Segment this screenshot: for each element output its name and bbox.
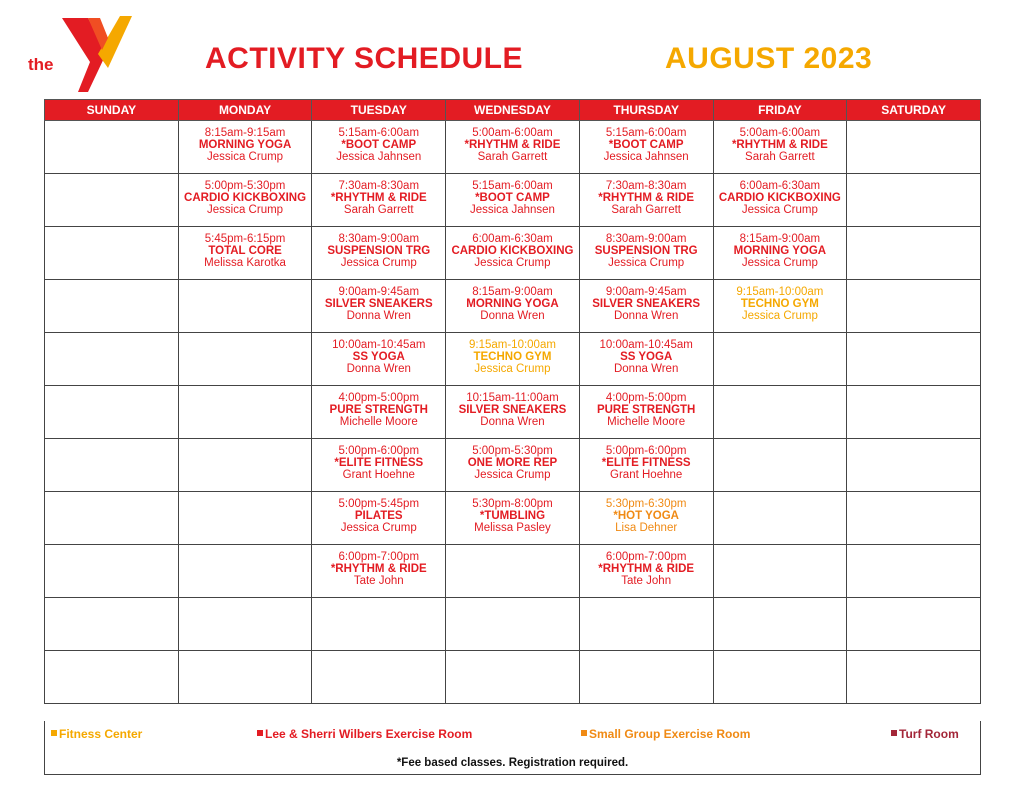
class-name: CARDIO KICKBOXING bbox=[184, 192, 307, 204]
schedule-cell-wednesday bbox=[446, 598, 580, 651]
schedule-cell-thursday bbox=[579, 121, 713, 174]
class-entry bbox=[446, 439, 579, 481]
class-instructor: Grant Hoehne bbox=[610, 469, 683, 481]
schedule-cell-monday bbox=[178, 227, 312, 280]
class-entry bbox=[580, 174, 713, 216]
class-name: SUSPENSION TRG bbox=[594, 245, 698, 257]
schedule-cell-monday bbox=[178, 492, 312, 545]
schedule-cell-friday bbox=[713, 333, 847, 386]
schedule-cell-tuesday bbox=[312, 121, 446, 174]
schedule-cell-monday bbox=[178, 439, 312, 492]
class-instructor: Melissa Pasley bbox=[474, 522, 551, 534]
class-time: 5:15am-6:00am bbox=[472, 180, 553, 192]
class-instructor: Jessica Crump bbox=[741, 310, 818, 322]
schedule-cell-monday bbox=[178, 598, 312, 651]
class-time: 8:30am-9:00am bbox=[338, 233, 420, 245]
class-name: *HOT YOGA bbox=[613, 510, 679, 522]
schedule-cell-sunday bbox=[45, 333, 179, 386]
class-time: 5:00pm-5:30pm bbox=[204, 180, 286, 192]
class-entry bbox=[312, 386, 445, 428]
class-name: PURE STRENGTH bbox=[596, 404, 696, 416]
schedule-cell-sunday bbox=[45, 386, 179, 439]
class-entry bbox=[179, 174, 312, 216]
schedule-cell-thursday bbox=[579, 598, 713, 651]
class-entry bbox=[714, 121, 847, 163]
schedule-cell-monday bbox=[178, 174, 312, 227]
class-instructor: Sarah Garrett bbox=[477, 151, 548, 163]
class-instructor: Melissa Karotka bbox=[204, 257, 286, 269]
schedule-cell-friday bbox=[713, 227, 847, 280]
class-instructor: Donna Wren bbox=[613, 310, 679, 322]
logo-the-text: the bbox=[28, 55, 54, 74]
schedule-cell-thursday bbox=[579, 386, 713, 439]
day-header-wednesday: WEDNESDAY bbox=[446, 100, 580, 121]
class-name: CARDIO KICKBOXING bbox=[718, 192, 841, 204]
schedule-cell-friday bbox=[713, 174, 847, 227]
class-instructor: Sarah Garrett bbox=[611, 204, 681, 216]
legend-swatch bbox=[891, 730, 897, 736]
class-name: *RHYTHM & RIDE bbox=[330, 192, 427, 204]
class-entry bbox=[312, 121, 445, 163]
class-entry bbox=[179, 121, 312, 163]
schedule-cell-friday bbox=[713, 492, 847, 545]
class-entry bbox=[446, 280, 579, 322]
schedule-cell-sunday bbox=[45, 598, 179, 651]
schedule-cell-wednesday bbox=[446, 439, 580, 492]
class-time: 5:30pm-8:00pm bbox=[472, 498, 553, 510]
schedule-cell-wednesday bbox=[446, 121, 580, 174]
class-time: 6:00pm-7:00pm bbox=[605, 551, 687, 563]
class-name: *RHYTHM & RIDE bbox=[598, 563, 695, 575]
class-instructor: Michelle Moore bbox=[607, 416, 686, 428]
class-name: MORNING YOGA bbox=[198, 139, 292, 151]
schedule-cell-saturday bbox=[847, 492, 981, 545]
schedule-cell-sunday bbox=[45, 280, 179, 333]
schedule-row bbox=[45, 227, 981, 280]
class-entry bbox=[446, 333, 579, 375]
schedule-cell-sunday bbox=[45, 227, 179, 280]
class-instructor: Jessica Crump bbox=[741, 204, 818, 216]
class-instructor: Donna Wren bbox=[346, 310, 411, 322]
class-entry bbox=[446, 121, 579, 163]
class-instructor: Jessica Crump bbox=[474, 257, 551, 269]
class-instructor: Jessica Crump bbox=[474, 363, 551, 375]
class-entry bbox=[580, 227, 713, 269]
class-time: 8:15am-9:00am bbox=[739, 233, 821, 245]
schedule-cell-wednesday bbox=[446, 545, 580, 598]
schedule-footer bbox=[44, 721, 981, 775]
class-name: *BOOT CAMP bbox=[475, 192, 550, 204]
schedule-cell-tuesday bbox=[312, 174, 446, 227]
class-time: 6:00pm-7:00pm bbox=[338, 551, 420, 563]
schedule-cell-wednesday bbox=[446, 280, 580, 333]
schedule-cell-monday bbox=[178, 121, 312, 174]
day-header-friday: FRIDAY bbox=[713, 100, 847, 121]
legend-label: Fitness Center bbox=[59, 727, 143, 741]
class-instructor: Donna Wren bbox=[346, 363, 411, 375]
class-name: SILVER SNEAKERS bbox=[458, 404, 567, 416]
legend-label: Lee & Sherri Wilbers Exercise Room bbox=[265, 727, 473, 741]
class-time: 9:15am-10:00am bbox=[736, 286, 824, 298]
class-entry bbox=[312, 439, 445, 481]
class-time: 6:00am-6:30am bbox=[472, 233, 553, 245]
day-header-saturday: SATURDAY bbox=[847, 100, 981, 121]
schedule-cell-tuesday bbox=[312, 227, 446, 280]
day-header-row bbox=[45, 100, 981, 121]
schedule-cell-thursday bbox=[579, 280, 713, 333]
schedule-cell-saturday bbox=[847, 174, 981, 227]
class-name: TECHNO GYM bbox=[740, 298, 819, 310]
class-time: 5:00pm-6:00pm bbox=[605, 445, 687, 457]
schedule-cell-tuesday bbox=[312, 439, 446, 492]
schedule-cell-tuesday bbox=[312, 598, 446, 651]
schedule-cell-thursday bbox=[579, 651, 713, 704]
class-time: 5:00pm-5:30pm bbox=[472, 445, 553, 457]
class-entry bbox=[312, 545, 445, 587]
legend-fitness-center bbox=[51, 727, 142, 741]
schedule-cell-saturday bbox=[847, 227, 981, 280]
schedule-cell-saturday bbox=[847, 333, 981, 386]
class-name: *BOOT CAMP bbox=[608, 139, 684, 151]
fee-footnote: *Fee based classes. Registration required. bbox=[396, 757, 629, 769]
schedule-cell-wednesday bbox=[446, 174, 580, 227]
schedule-cell-tuesday bbox=[312, 545, 446, 598]
schedule-cell-saturday bbox=[847, 545, 981, 598]
class-time: 5:00am-6:00am bbox=[739, 127, 821, 139]
class-name: MORNING YOGA bbox=[466, 298, 559, 310]
legend-small-group-room bbox=[581, 727, 750, 741]
class-name: SS YOGA bbox=[352, 351, 405, 363]
schedule-cell-saturday bbox=[847, 651, 981, 704]
logo-ymca-text: YMCA bbox=[96, 69, 109, 85]
schedule-cell-thursday bbox=[579, 227, 713, 280]
schedule-cell-saturday bbox=[847, 121, 981, 174]
class-entry bbox=[714, 227, 847, 269]
schedule-cell-tuesday bbox=[312, 333, 446, 386]
legend-exercise-room bbox=[257, 727, 472, 741]
class-name: SILVER SNEAKERS bbox=[592, 298, 701, 310]
schedule-cell-saturday bbox=[847, 386, 981, 439]
schedule-cell-thursday bbox=[579, 492, 713, 545]
class-time: 7:30am-8:30am bbox=[605, 180, 687, 192]
schedule-cell-friday bbox=[713, 280, 847, 333]
class-time: 5:15am-6:00am bbox=[338, 127, 420, 139]
class-time: 9:15am-10:00am bbox=[468, 339, 556, 351]
schedule-cell-sunday bbox=[45, 439, 179, 492]
schedule-cell-wednesday bbox=[446, 492, 580, 545]
schedule-row bbox=[45, 598, 981, 651]
day-header-thursday: THURSDAY bbox=[579, 100, 713, 121]
class-entry bbox=[446, 386, 579, 428]
class-instructor: Tate John bbox=[621, 575, 672, 587]
page-title: ACTIVITY SCHEDULE bbox=[205, 42, 523, 75]
schedule-cell-wednesday bbox=[446, 333, 580, 386]
schedule-cell-sunday bbox=[45, 492, 179, 545]
class-entry bbox=[312, 227, 445, 269]
class-name: SUSPENSION TRG bbox=[327, 245, 431, 257]
class-name: SS YOGA bbox=[620, 351, 673, 363]
schedule-cell-monday bbox=[178, 545, 312, 598]
schedule-row bbox=[45, 174, 981, 227]
class-time: 5:45pm-6:15pm bbox=[204, 233, 286, 245]
class-instructor: Lisa Dehner bbox=[615, 522, 678, 534]
class-name: PURE STRENGTH bbox=[329, 404, 428, 416]
class-time: 4:00pm-5:00pm bbox=[605, 392, 687, 404]
class-name: *RHYTHM & RIDE bbox=[598, 192, 695, 204]
class-instructor: Tate John bbox=[353, 575, 404, 587]
schedule-row bbox=[45, 651, 981, 704]
class-instructor: Jessica Crump bbox=[474, 469, 551, 481]
schedule-cell-friday bbox=[713, 598, 847, 651]
class-entry bbox=[580, 333, 713, 375]
class-instructor: Jessica Jahnsen bbox=[603, 151, 689, 163]
schedule-cell-friday bbox=[713, 651, 847, 704]
schedule-cell-sunday bbox=[45, 121, 179, 174]
schedule-cell-monday bbox=[178, 386, 312, 439]
schedule-cell-wednesday bbox=[446, 227, 580, 280]
class-time: 8:15am-9:15am bbox=[204, 127, 286, 139]
schedule-cell-monday bbox=[178, 333, 312, 386]
class-time: 10:00am-10:45am bbox=[332, 339, 426, 351]
schedule-cell-friday bbox=[713, 545, 847, 598]
class-instructor: Jessica Crump bbox=[340, 257, 417, 269]
class-time: 8:30am-9:00am bbox=[605, 233, 687, 245]
schedule-cell-monday bbox=[178, 651, 312, 704]
class-entry bbox=[580, 439, 713, 481]
schedule-cell-sunday bbox=[45, 545, 179, 598]
schedule-cell-tuesday bbox=[312, 280, 446, 333]
class-name: *RHYTHM & RIDE bbox=[731, 139, 828, 151]
class-instructor: Michelle Moore bbox=[339, 416, 418, 428]
legend-label: Small Group Exercise Room bbox=[589, 727, 751, 741]
schedule-cell-sunday bbox=[45, 651, 179, 704]
class-name: PILATES bbox=[354, 510, 403, 522]
schedule-cell-saturday bbox=[847, 439, 981, 492]
class-time: 10:00am-10:45am bbox=[599, 339, 693, 351]
class-name: CARDIO KICKBOXING bbox=[451, 245, 574, 257]
day-header-sunday: SUNDAY bbox=[45, 100, 179, 121]
class-entry bbox=[580, 545, 713, 587]
class-entry bbox=[446, 492, 579, 534]
class-instructor: Sarah Garrett bbox=[343, 204, 414, 216]
class-entry bbox=[580, 492, 713, 534]
class-entry bbox=[179, 227, 312, 269]
class-name: TECHNO GYM bbox=[473, 351, 552, 363]
class-name: *RHYTHM & RIDE bbox=[464, 139, 561, 151]
schedule-cell-saturday bbox=[847, 598, 981, 651]
legend-label: Turf Room bbox=[899, 727, 959, 741]
class-name: *RHYTHM & RIDE bbox=[330, 563, 427, 575]
class-time: 6:00am-6:30am bbox=[739, 180, 821, 192]
class-time: 8:15am-9:00am bbox=[472, 286, 553, 298]
class-entry bbox=[312, 280, 445, 322]
schedule-table bbox=[44, 99, 981, 704]
day-header-tuesday: TUESDAY bbox=[312, 100, 446, 121]
day-header-monday: MONDAY bbox=[178, 100, 312, 121]
class-instructor: Donna Wren bbox=[613, 363, 679, 375]
class-instructor: Jessica Crump bbox=[207, 151, 284, 163]
class-entry bbox=[312, 333, 445, 375]
legend-swatch bbox=[257, 730, 263, 736]
schedule-cell-wednesday bbox=[446, 386, 580, 439]
class-instructor: Jessica Crump bbox=[741, 257, 818, 269]
class-instructor: Jessica Jahnsen bbox=[469, 204, 555, 216]
class-entry bbox=[312, 492, 445, 534]
schedule-row bbox=[45, 121, 981, 174]
class-name: MORNING YOGA bbox=[733, 245, 827, 257]
class-instructor: Donna Wren bbox=[480, 310, 545, 322]
class-entry bbox=[580, 386, 713, 428]
class-entry bbox=[714, 174, 847, 216]
schedule-cell-thursday bbox=[579, 545, 713, 598]
class-time: 7:30am-8:30am bbox=[338, 180, 420, 192]
class-entry bbox=[446, 174, 579, 216]
class-name: TOTAL CORE bbox=[208, 245, 282, 257]
class-time: 5:00am-6:00am bbox=[472, 127, 553, 139]
class-time: 5:00pm-6:00pm bbox=[338, 445, 420, 457]
schedule-cell-monday bbox=[178, 280, 312, 333]
class-name: *ELITE FITNESS bbox=[334, 457, 424, 469]
class-entry bbox=[580, 280, 713, 322]
schedule-row bbox=[45, 545, 981, 598]
schedule-cell-tuesday bbox=[312, 386, 446, 439]
class-entry bbox=[312, 174, 445, 216]
class-instructor: Grant Hoehne bbox=[342, 469, 415, 481]
schedule-cell-wednesday bbox=[446, 651, 580, 704]
class-name: SILVER SNEAKERS bbox=[324, 298, 433, 310]
schedule-cell-tuesday bbox=[312, 492, 446, 545]
schedule-row bbox=[45, 386, 981, 439]
class-time: 5:30pm-6:30pm bbox=[605, 498, 687, 510]
schedule-cell-sunday bbox=[45, 174, 179, 227]
schedule-cell-friday bbox=[713, 386, 847, 439]
class-instructor: Sarah Garrett bbox=[745, 151, 815, 163]
class-instructor: Jessica Crump bbox=[207, 204, 284, 216]
schedule-cell-saturday bbox=[847, 280, 981, 333]
legend-swatch bbox=[51, 730, 57, 736]
class-time: 9:00am-9:45am bbox=[338, 286, 420, 298]
class-instructor: Jessica Crump bbox=[608, 257, 685, 269]
class-time: 9:00am-9:45am bbox=[605, 286, 687, 298]
class-time: 5:15am-6:00am bbox=[605, 127, 687, 139]
legend-swatch bbox=[581, 730, 587, 736]
schedule-cell-tuesday bbox=[312, 651, 446, 704]
class-instructor: Jessica Crump bbox=[340, 522, 417, 534]
schedule-cell-friday bbox=[713, 121, 847, 174]
class-instructor: Donna Wren bbox=[480, 416, 545, 428]
schedule-cell-thursday bbox=[579, 174, 713, 227]
class-time: 4:00pm-5:00pm bbox=[338, 392, 420, 404]
schedule-row bbox=[45, 280, 981, 333]
legend-turf-room bbox=[891, 727, 959, 741]
schedule-body bbox=[45, 121, 981, 704]
schedule-cell-thursday bbox=[579, 333, 713, 386]
class-instructor: Jessica Jahnsen bbox=[336, 151, 422, 163]
class-entry bbox=[714, 280, 847, 322]
ymca-logo bbox=[28, 14, 143, 94]
class-time: 10:15am-11:00am bbox=[466, 392, 559, 404]
schedule-row bbox=[45, 492, 981, 545]
schedule-cell-thursday bbox=[579, 439, 713, 492]
schedule-row bbox=[45, 439, 981, 492]
schedule-row bbox=[45, 333, 981, 386]
class-name: *BOOT CAMP bbox=[341, 139, 417, 151]
class-name: *TUMBLING bbox=[479, 510, 546, 522]
class-name: *ELITE FITNESS bbox=[601, 457, 691, 469]
class-entry bbox=[580, 121, 713, 163]
schedule-cell-friday bbox=[713, 439, 847, 492]
class-name: ONE MORE REP bbox=[467, 457, 558, 469]
schedule-month: AUGUST 2023 bbox=[665, 42, 873, 75]
class-entry bbox=[446, 227, 579, 269]
class-time: 5:00pm-5:45pm bbox=[338, 498, 420, 510]
